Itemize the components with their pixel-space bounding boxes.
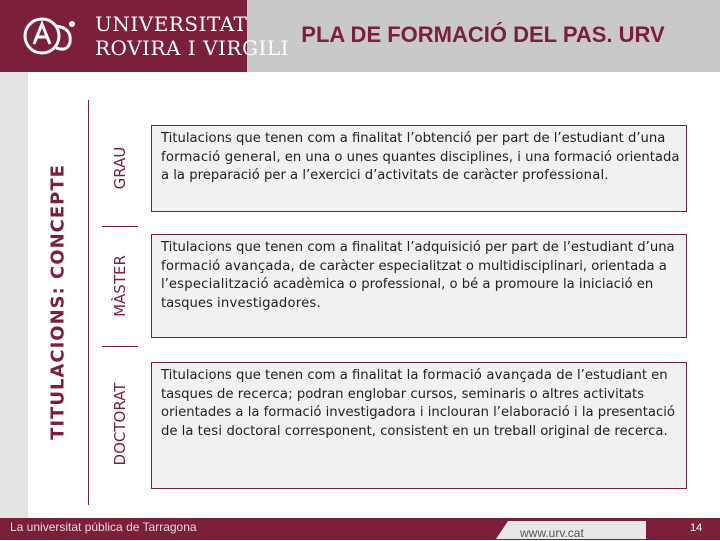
text-segment: . <box>604 168 609 183</box>
urv-logo-icon <box>20 14 82 58</box>
text-segment: , en una o unes quantes disciplines, i una formació orientada a la preparació per a l’exercici d’activitats de caràcter <box>161 149 680 183</box>
emphasized-term: recerca <box>237 386 289 402</box>
divider-line <box>88 100 89 505</box>
text-segment: ; podran englobar cursos, seminaris o altres activitats orientades a la formació investigadora i inclouran l’elaboració i la presentació de la <box>161 386 675 439</box>
footer-url-text: www.urv.cat <box>520 526 584 540</box>
section-label: TITULACIONS: CONCEPTE <box>47 164 69 440</box>
left-margin-strip <box>0 72 28 518</box>
row-separator <box>102 226 138 227</box>
emphasized-term: formació avançada <box>161 258 291 274</box>
text-segment: , de caràcter especialitzat o multidisciplinari, orientada a l’ <box>161 258 667 292</box>
university-name-line2: ROVIRA I VIRGILI <box>95 36 290 60</box>
description-box-master <box>151 234 687 338</box>
text-segment: acadèmica o professional, o bé a promoure la iniciació en tasques <box>161 277 654 311</box>
emphasized-term: tesi <box>197 423 223 439</box>
footer-url[interactable] <box>520 522 590 538</box>
page-number: 14 <box>690 522 703 534</box>
page-title: PLA DE FORMACIÓ DEL PAS. URV <box>301 22 665 47</box>
text-segment: Titulacions que tenen com a finalitat l’obtenció per part de l’estudiant d’una <box>161 131 666 146</box>
row-label-doctorat: DOCTORAT <box>111 382 129 466</box>
row-label-grau: GRAU <box>111 146 129 190</box>
emphasized-term: investigadores <box>217 295 317 311</box>
row-label-master: MÀSTER <box>111 255 129 317</box>
emphasized-term: professional <box>522 168 605 183</box>
text-segment: de l’estudiant en tasques de <box>161 368 668 402</box>
footer-tagline: La universitat pública de Tarragona <box>10 520 197 534</box>
description-box-grau <box>151 125 687 212</box>
text-segment: doctoral corresponent, consistent en un treball original de recerca. <box>222 423 668 439</box>
text-segment: Titulacions que tenen com a finalitat l’adquisició per part de l’estudiant d’una <box>161 240 675 255</box>
text-segment: . <box>316 295 321 311</box>
emphasized-term: formació avançada <box>422 368 553 383</box>
emphasized-term: especialització <box>168 277 269 292</box>
university-name-line1: UNIVERSITAT <box>95 12 248 36</box>
text-segment: Titulacions que tenen com a finalitat la <box>161 368 423 383</box>
row-separator <box>102 346 138 347</box>
description-box-doctorat <box>151 362 687 489</box>
emphasized-term: formació general <box>161 149 277 165</box>
